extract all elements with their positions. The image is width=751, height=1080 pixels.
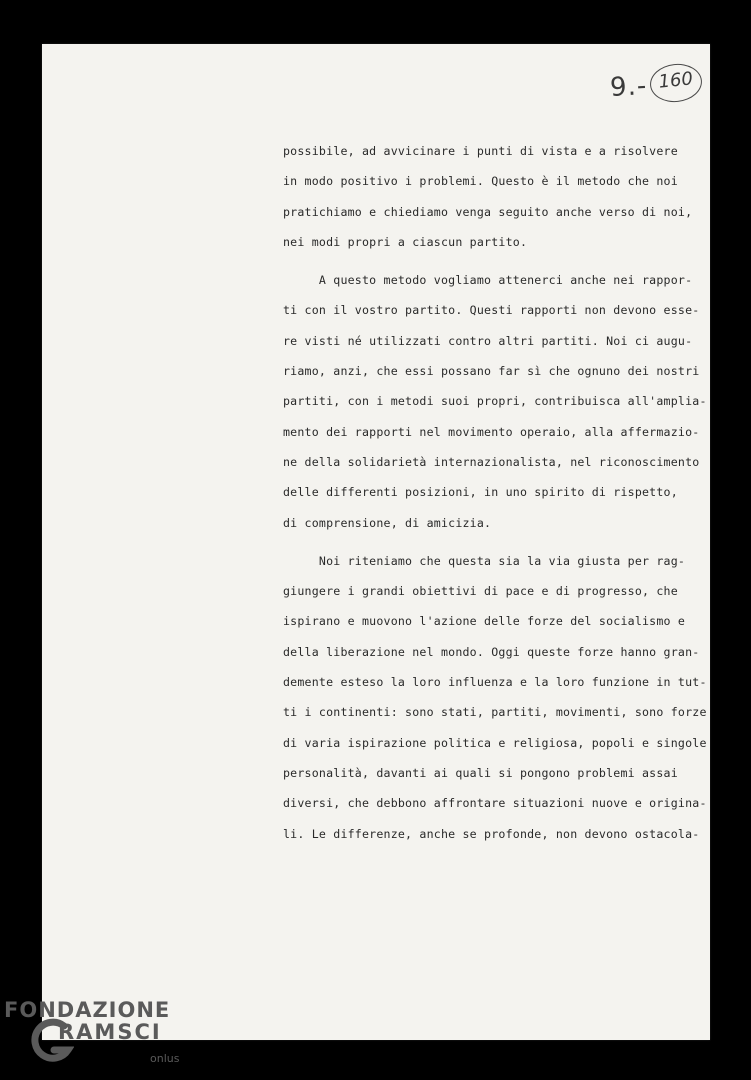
text-line: delle differenti posizioni, in uno spirito di rispetto,	[283, 485, 678, 500]
text-line: pratichiamo e chiediamo venga seguito anche verso di noi,	[283, 204, 693, 219]
text-line: Noi riteniamo che questa sia la via giusta per rag-	[283, 553, 686, 568]
text-line: riamo, anzi, che essi possano far sì che ognuno dei nostri	[283, 364, 700, 379]
text-line: li. Le differenze, anche se profonde, non devono ostacola-	[283, 826, 700, 841]
text-line: partiti, con i metodi suoi propri, contribuisca all'amplia-	[283, 394, 707, 409]
text-line: ne della solidarietà internazionalista, nel riconoscimento	[283, 454, 700, 469]
text-line: mento dei rapporti nel movimento operaio, alla affermazio-	[283, 424, 700, 439]
text-line: personalità, davanti ai quali si pongono problemi assai	[283, 765, 678, 780]
text-line: demente esteso la loro influenza e la loro funzione in tut-	[283, 675, 707, 690]
folio-number: 160	[657, 68, 694, 93]
text-line: ti i continenti: sono stati, partiti, movimenti, sono forze	[283, 705, 707, 720]
text-line: re visti né utilizzati contro altri partiti. Noi ci augu-	[283, 333, 693, 348]
text-line: in modo positivo i problemi. Questo è il metodo che noi	[283, 174, 678, 189]
text-line: diversi, che debbono affrontare situazioni nuove e origina-	[283, 796, 707, 811]
text-line: della liberazione nel mondo. Oggi queste forze hanno gran-	[283, 644, 700, 659]
text-line: nei modi propri a ciascun partito.	[283, 234, 528, 249]
text-line: ti con il vostro partito. Questi rapporti non devono esse-	[283, 303, 700, 318]
page-number: 9.-	[609, 71, 648, 103]
fondazione-gramsci-logo	[4, 998, 184, 1076]
body-text	[283, 139, 707, 852]
text-line: giungere i grandi obiettivi di pace e di progresso, che	[283, 584, 678, 599]
logo-text-onlus: onlus	[150, 1052, 180, 1065]
text-line: ispirano e muovono l'azione delle forze del socialismo e	[283, 614, 686, 629]
logo-text-gramsci: RAMSCI	[58, 1020, 162, 1044]
text-line: A questo metodo vogliamo attenerci anche nei rappor-	[283, 273, 693, 288]
text-line: di comprensione, di amicizia.	[283, 515, 492, 530]
text-line: possibile, ad avvicinare i punti di vista e a risolvere	[283, 144, 678, 158]
logo-text-fondazione: FONDAZIONE	[4, 998, 171, 1022]
text-line: di varia ispirazione politica e religiosa, popoli e singole	[283, 735, 707, 750]
